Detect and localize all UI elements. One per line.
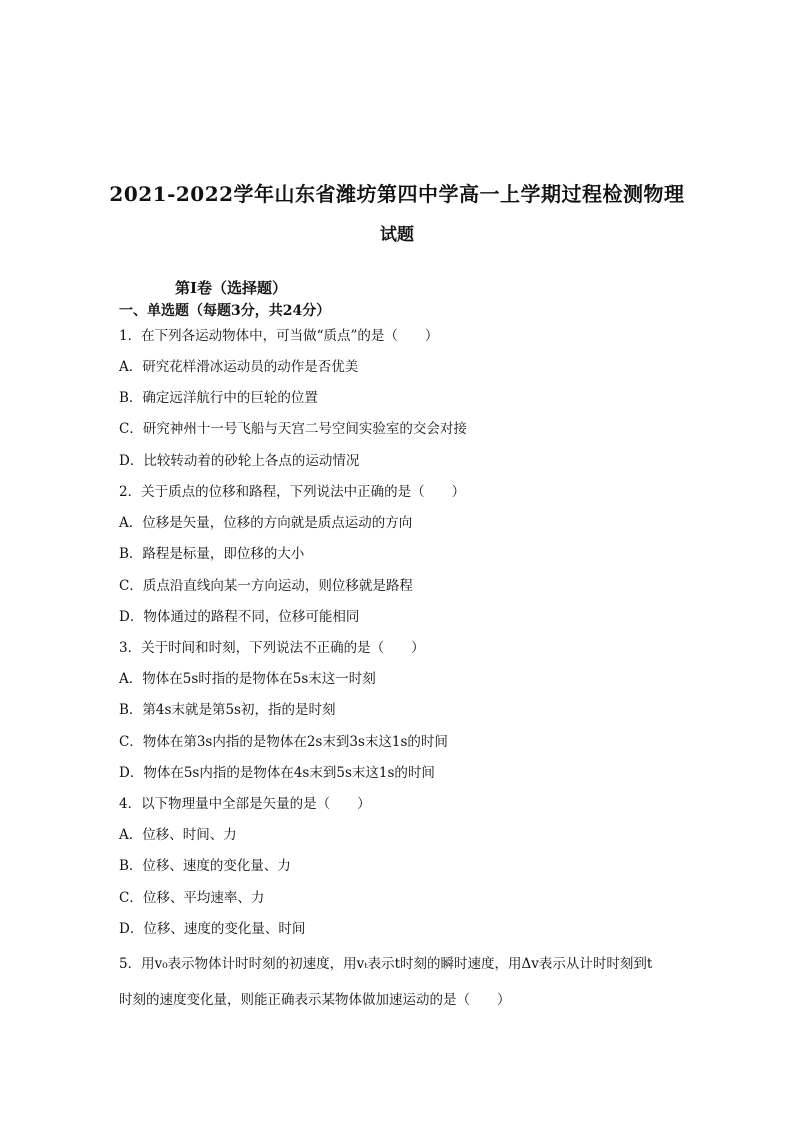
- question-5-stem-line1: 5．用v₀表示物体计时时刻的初速度，用vₜ表示t时刻的瞬时速度，用Δv表示从计时时刻到t: [119, 956, 653, 972]
- question-4-option-c: C．位移、平均速率、力: [119, 890, 265, 906]
- question-5-stem-line2: 时刻的速度变化量，则能正确表示某物体做加速运动的是（ ）: [119, 992, 511, 1008]
- part-title: 一、单选题（每题3分，共24分）: [119, 303, 331, 319]
- section-title: 第I卷（选择题）: [175, 279, 288, 297]
- question-1-stem: 1．在下列各运动物体中，可当做“质点”的是（ ）: [119, 328, 439, 344]
- document-title-line1: [0, 178, 794, 207]
- question-1-option-d: D．比较转动着的砂轮上各点的运动情况: [119, 453, 360, 469]
- question-2-option-c: C．质点沿直线向某一方向运动，则位移就是路程: [119, 578, 413, 594]
- question-4-option-d: D．位移、速度的变化量、时间: [119, 921, 306, 937]
- document-title-text: 2021-2022学年山东省潍坊第四中学高一上学期过程检测物理: [109, 182, 685, 206]
- question-2-stem: 2．关于质点的位移和路程，下列说法中正确的是（ ）: [119, 484, 466, 500]
- question-2-option-b: B．路程是标量，即位移的大小: [119, 546, 305, 562]
- question-4-stem: 4．以下物理量中全部是矢量的是（ ）: [119, 796, 371, 812]
- question-4-option-b: B．位移、速度的变化量、力: [119, 858, 291, 874]
- question-2-option-d: D．物体通过的路程不同，位移可能相同: [119, 609, 360, 625]
- question-4-option-a: A．位移、时间、力: [119, 827, 237, 843]
- question-3-option-c: C．物体在第3s内指的是物体在2s末到3s末这1s的时间: [119, 734, 448, 750]
- question-3-option-a: A．物体在5s时指的是物体在5s末这一时刻: [119, 671, 376, 687]
- question-1-option-a: A．研究花样滑冰运动员的动作是否优美: [119, 359, 359, 375]
- question-2-option-a: A．位移是矢量，位移的方向就是质点运动的方向: [119, 515, 413, 531]
- question-1-option-b: B．确定远洋航行中的巨轮的位置: [119, 390, 318, 406]
- question-1-option-c: C．研究神州十一号飞船与天宫二号空间实验室的交会对接: [119, 421, 467, 437]
- question-3-option-b: B．第4s末就是第5s初，指的是时刻: [119, 702, 336, 718]
- question-3-option-d: D．物体在5s内指的是物体在4s末到5s末这1s的时间: [119, 765, 435, 781]
- document-title-line2: 试题: [380, 225, 414, 245]
- question-3-stem: 3．关于时间和时刻，下列说法不正确的是（ ）: [119, 640, 425, 656]
